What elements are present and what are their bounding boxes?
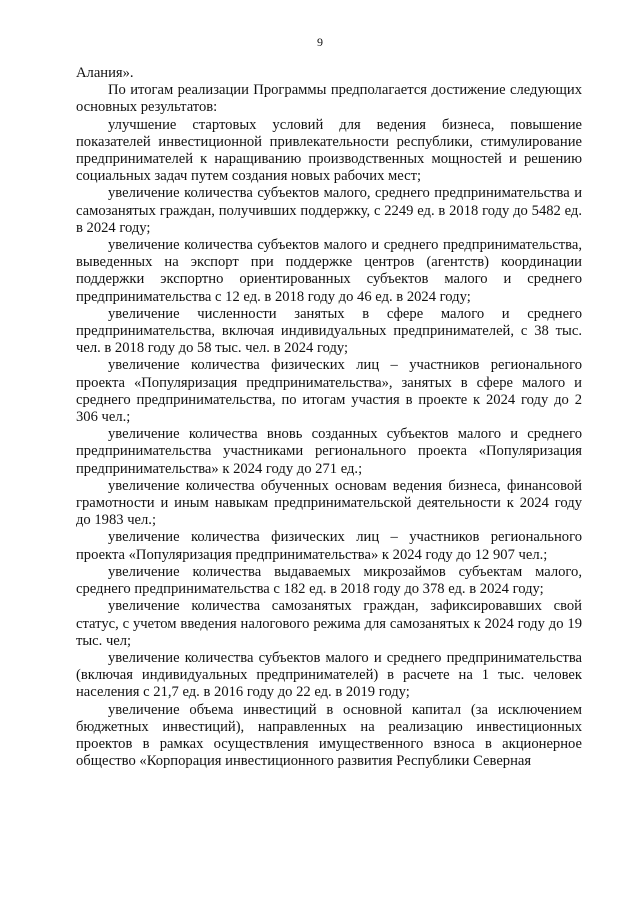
paragraph: Алания». xyxy=(76,65,134,81)
paragraph: улучшение стартовых условий для ведения бизнеса, повышение показателей инвестиционной привлекательности республики, стимулирование предпринимателей к наращиванию производственных мощностей и решению социальных задач путем создания новых рабочих мест; xyxy=(76,116,582,185)
paragraph: увеличение численности занятых в сфере малого и среднего предпринимательства, включая индивидуальных предпринимателей, с 38 тыс. чел. в 2018 году до 58 тыс. чел. в 2024 году; xyxy=(76,305,582,357)
paragraph: увеличение количества обученных основам ведения бизнеса, финансовой грамотности и иным навыкам предпринимательской деятельности к 2024 году до 1983 чел.; xyxy=(76,477,582,529)
paragraph: увеличение объема инвестиций в основной капитал (за исключением бюджетных инвестиций), направленных на реализацию инвестиционных проектов в рамках осуществления имущественного взноса в акционерное общество «Корпорация инвестиционного развития Республики Северная xyxy=(76,701,582,770)
paragraph: увеличение количества субъектов малого, среднего предпринимательства и самозанятых граждан, получивших поддержку, с 2249 ед. в 2018 году до 5482 ед. в 2024 году; xyxy=(76,185,582,236)
document-body xyxy=(76,65,582,770)
paragraph: увеличение количества субъектов малого и среднего предпринимательства, выведенных на экспорт при поддержке центров (агентств) координации поддержки экспортно ориентированных субъектов малого и среднего предпринимательства с 12 ед. в 2018 году до 46 ед. в 2024 году; xyxy=(76,237,582,305)
page-number: 9 xyxy=(317,35,323,49)
paragraph: По итогам реализации Программы предполагается достижение следующих основных результатов: xyxy=(76,82,582,116)
paragraph: увеличение количества субъектов малого и среднего предпринимательства (включая индивидуальных предпринимателей) в расчете на 1 тыс. человек населения с 21,7 ед. в 2016 году до 22 ед. в 2019 году; xyxy=(76,649,582,701)
paragraph: увеличение количества выдаваемых микрозаймов субъектам малого, среднего предпринимательства с 182 ед. в 2018 году до 378 ед. в 2024 году; xyxy=(76,563,582,598)
paragraph: увеличение количества вновь созданных субъектов малого и среднего предпринимательства участниками регионального проекта «Популяризация предпринимательства» к 2024 году до 271 ед.; xyxy=(76,426,582,477)
paragraph: увеличение количества физических лиц – участников регионального проекта «Популяризация предпринимательства», занятых в сфере малого и среднего предпринимательства, по итогам участия в проекте к 2024 году до 2 306 чел.; xyxy=(76,357,582,426)
paragraph: увеличение количества физических лиц – участников регионального проекта «Популяризация предпринимательства» к 2024 году до 12 907 чел.; xyxy=(76,529,582,563)
paragraph: увеличение количества самозанятых граждан, зафиксировавших свой статус, с учетом введения налогового режима для самозанятых к 2024 году до 19 тыс. чел; xyxy=(76,598,582,649)
